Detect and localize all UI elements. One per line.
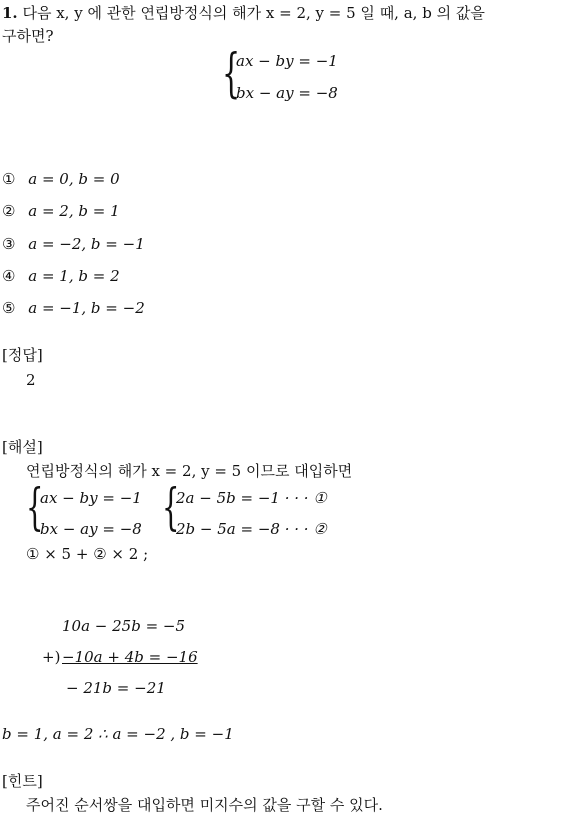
system-eq2: bx − ay = −8: [236, 84, 338, 102]
calc-line1: 10a − 25b = −5: [62, 617, 186, 635]
choice-mark: ④: [2, 267, 16, 285]
system-brace: {: [222, 44, 241, 104]
answer-label: [정답]: [2, 346, 43, 364]
explanation-left-eq1: ax − by = −1: [40, 489, 142, 507]
choice-1: [2, 170, 120, 188]
choice-2: [2, 202, 120, 220]
calc-line2: −10a + 4b = −16: [62, 648, 198, 666]
calc-plus: +): [42, 648, 61, 666]
choice-3: [2, 235, 145, 253]
explanation-right-eq1: 2a − 5b = −1 · · · ①: [176, 489, 327, 507]
choice-mark: ⑤: [2, 299, 16, 317]
question-text: [2, 4, 485, 22]
choice-5: [2, 299, 145, 317]
answer-value: 2: [26, 371, 36, 389]
choice-text: a = 2, b = 1: [28, 202, 120, 220]
explanation-brace-left: {: [26, 478, 44, 536]
explanation-right-eq2: 2b − 5a = −8 · · · ②: [176, 520, 327, 538]
explanation-label: [해설]: [2, 438, 43, 456]
hint-text: 주어진 순서쌍을 대입하면 미지수의 값을 구할 수 있다.: [26, 796, 383, 814]
choice-text: a = 0, b = 0: [28, 170, 120, 188]
choice-mark: ②: [2, 202, 16, 220]
explanation-brace-right: {: [162, 478, 180, 536]
choice-text: a = −2, b = −1: [28, 235, 145, 253]
question-line1: 다음 x, y 에 관한 연립방정식의 해가 x = 2, y = 5 일 때, a, b 의 값을: [22, 4, 485, 22]
question-number: 1.: [2, 4, 18, 22]
system-eq1: ax − by = −1: [236, 52, 338, 70]
question-line2: 구하면?: [2, 27, 54, 45]
explanation-result: b = 1, a = 2 ∴ a = −2 , b = −1: [2, 725, 234, 743]
choice-text: a = −1, b = −2: [28, 299, 145, 317]
hint-label: [힌트]: [2, 772, 43, 790]
choice-4: [2, 267, 120, 285]
choice-mark: ①: [2, 170, 16, 188]
calc-line3: − 21b = −21: [66, 679, 166, 697]
choice-mark: ③: [2, 235, 16, 253]
explanation-intro: 연립방정식의 해가 x = 2, y = 5 이므로 대입하면: [26, 462, 353, 480]
explanation-left-eq2: bx − ay = −8: [40, 520, 142, 538]
explanation-combine: ① × 5 + ② × 2 ;: [26, 545, 149, 563]
choice-text: a = 1, b = 2: [28, 267, 120, 285]
